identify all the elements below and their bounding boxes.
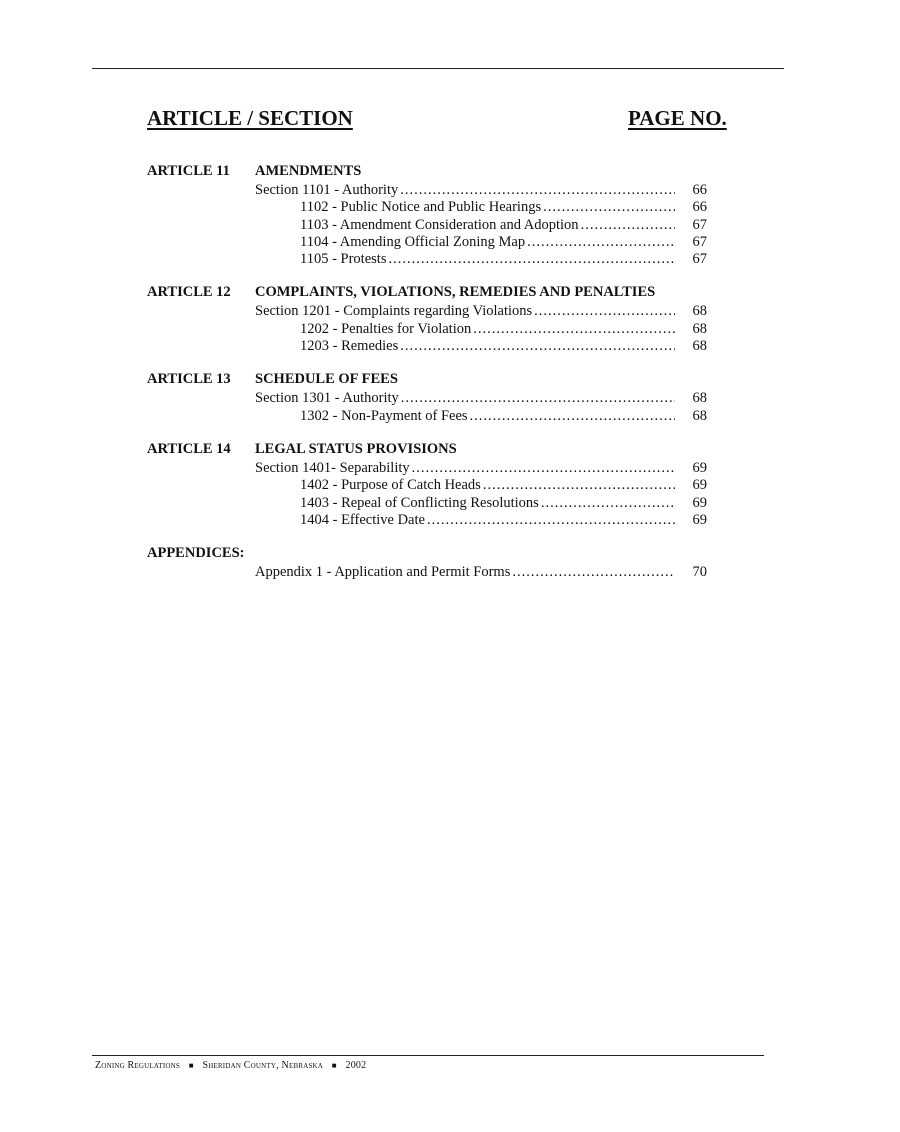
entry-label: 1105 - Protests: [300, 251, 387, 268]
entry-label: 1202 - Penalties for Violation: [300, 320, 472, 337]
entry-label: 1203 - Remedies: [300, 338, 399, 355]
entry-label: 1403 - Repeal of Conflicting Resolutions: [300, 494, 539, 511]
entry-label: 1402 - Purpose of Catch Heads: [300, 477, 481, 494]
article-list: [147, 163, 707, 529]
entry-page-number: 66: [692, 182, 707, 198]
page-footer: [95, 1060, 366, 1071]
toc-entry: [147, 408, 707, 425]
footer-county: Sheridan County, Nebraska: [202, 1060, 324, 1071]
article-heading: [147, 441, 707, 460]
entry-page-number: 69: [692, 459, 707, 476]
dot-leader: [412, 460, 675, 477]
entry-label: Section 1401- Separability: [255, 459, 410, 476]
article-title: SCHEDULE OF FEES: [255, 371, 398, 388]
article-title: LEGAL STATUS PROVISIONS: [255, 440, 457, 457]
toc-entry: [147, 251, 707, 268]
article-block: [147, 284, 707, 355]
dot-leader: [483, 477, 675, 494]
column-header-page-no: PAGE NO.: [628, 106, 727, 130]
dot-leader: [470, 408, 675, 425]
dot-leader: [401, 390, 675, 407]
top-rule: [92, 68, 784, 69]
dot-leader: [534, 303, 675, 320]
toc-entry: [147, 338, 707, 355]
appendices-label: APPENDICES:: [147, 545, 245, 562]
dot-leader: [581, 217, 675, 234]
article-heading: [147, 371, 707, 390]
article-title: AMENDMENTS: [255, 163, 362, 179]
entry-label: 1103 - Amendment Consideration and Adoption: [300, 216, 579, 233]
toc-entry: [147, 512, 707, 529]
article-block: [147, 441, 707, 529]
entry-label: 1102 - Public Notice and Public Hearings: [300, 199, 542, 216]
entry-page-number: 70: [692, 564, 707, 581]
dot-leader: [427, 512, 675, 529]
toc-entry: [147, 390, 707, 407]
entry-page-number: 67: [692, 251, 707, 268]
entry-page-number: 68: [692, 320, 707, 337]
entry-label: Section 1201 - Complaints regarding Violations: [255, 303, 533, 320]
dot-leader: [400, 338, 675, 355]
entry-label: Section 1301 - Authority: [255, 390, 399, 407]
footer-title: Zoning Regulations: [95, 1060, 180, 1071]
entry-page-number: 66: [692, 199, 707, 216]
dot-leader: [473, 321, 675, 338]
entry-page-number: 67: [692, 216, 707, 233]
entry-page-number: 68: [692, 407, 707, 424]
article-number: ARTICLE 11: [147, 163, 230, 179]
dot-leader: [541, 495, 675, 512]
article-number: ARTICLE 14: [147, 440, 231, 457]
toc-entry: [147, 199, 707, 216]
entry-label: 1302 - Non-Payment of Fees: [300, 407, 468, 424]
dot-leader: [512, 564, 675, 581]
article-heading: [147, 284, 707, 303]
footer-separator: ■: [188, 1061, 194, 1070]
entry-page-number: 68: [692, 303, 707, 320]
article-block: [147, 371, 707, 425]
toc-entry: [147, 321, 707, 338]
toc-entry: [147, 564, 707, 581]
article-heading: [147, 163, 707, 182]
footer-separator: ■: [331, 1061, 337, 1070]
dot-leader: [400, 182, 675, 199]
entry-page-number: 69: [692, 477, 707, 494]
toc-entry: [147, 303, 707, 320]
toc-entry: [147, 460, 707, 477]
entry-label: 1404 - Effective Date: [300, 511, 425, 528]
entry-page-number: 67: [692, 233, 707, 250]
entry-label: Appendix 1 - Application and Permit Forms: [255, 564, 511, 581]
article-block: [147, 163, 707, 268]
entry-page-number: 69: [692, 511, 707, 528]
dot-leader: [388, 251, 675, 268]
table-of-contents: [147, 163, 707, 581]
appendices-entries: [147, 564, 707, 581]
toc-entry: [147, 495, 707, 512]
entry-page-number: 69: [692, 494, 707, 511]
bottom-rule: [92, 1055, 764, 1056]
dot-leader: [543, 199, 675, 216]
entry-page-number: 68: [692, 338, 707, 355]
footer-year: 2002: [345, 1060, 367, 1071]
entry-label: 1104 - Amending Official Zoning Map: [300, 233, 526, 250]
toc-entry: [147, 182, 707, 199]
article-title: COMPLAINTS, VIOLATIONS, REMEDIES AND PENALTIES: [255, 284, 656, 301]
column-header-article-section: ARTICLE / SECTION: [147, 106, 353, 130]
appendices-section: [147, 545, 707, 581]
entry-page-number: 68: [692, 390, 707, 407]
dot-leader: [527, 234, 675, 251]
toc-entry: [147, 217, 707, 234]
toc-entry: [147, 234, 707, 251]
toc-entry: [147, 477, 707, 494]
article-number: ARTICLE 13: [147, 371, 231, 388]
article-number: ARTICLE 12: [147, 284, 231, 301]
entry-label: Section 1101 - Authority: [255, 182, 399, 198]
